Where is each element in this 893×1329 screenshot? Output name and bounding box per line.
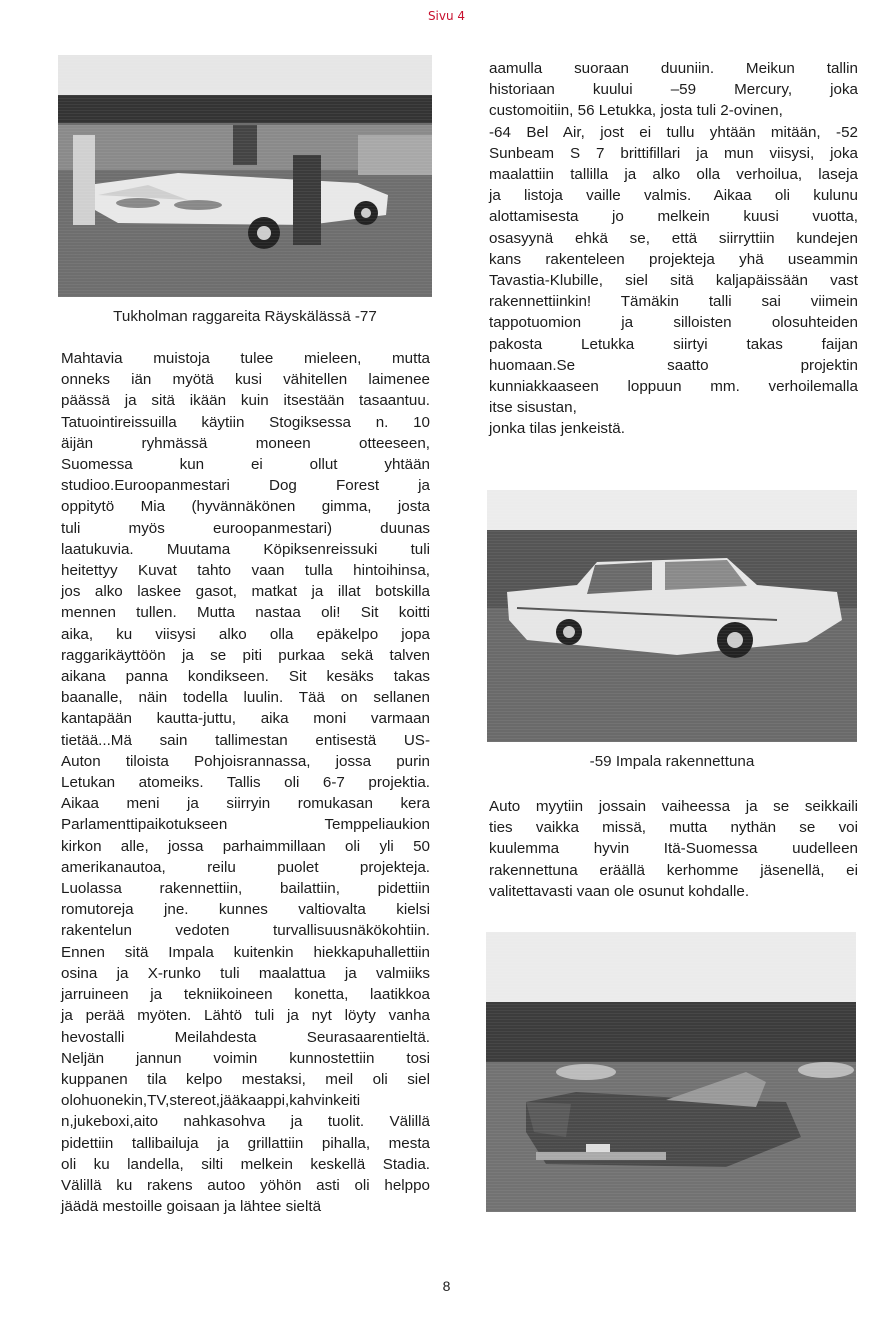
- text-line: osina ja X-runko tuli maalattua ja valmiiks: [61, 964, 430, 982]
- text-line: rakennettuna eräällä kerhomme jäsenellä, ei: [489, 861, 858, 879]
- text-line: studioo.Euroopanmestari Dog Forest ja: [61, 477, 430, 495]
- text-line: customoitiin, 56 Letukka, josta tuli 2-ovinen,: [489, 102, 783, 120]
- text-line: Suomessa kun ei ollut yhtään: [61, 456, 430, 474]
- text-line: kuppanen tila kelpo mestaksi, meil oli siel: [61, 1070, 430, 1088]
- text-line: Sunbeam S 7 brittifillari ja mun viisysi, joka: [489, 144, 858, 162]
- text-line: ja listoja vaille valmis. Aikaa oli kulunu: [489, 187, 858, 205]
- text-line: äijän ryhmässä moneen otteeseen,: [61, 434, 430, 452]
- photo-caption: -59 Impala rakennettuna: [589, 753, 755, 770]
- photo-impala-sedan: [487, 490, 857, 742]
- text-line: raggarikäyttöön ja se piti purkaa sekä talven: [61, 646, 430, 664]
- text-line: onneks iän myötä kusi vähitellen laimenee: [61, 371, 430, 389]
- text-line: pidettiin tallibailuja ja grillattiin pihalla, mesta: [61, 1134, 430, 1152]
- text-line: alottamisesta jo melkein kuusi vuotta,: [489, 208, 858, 226]
- photo-caption: Tukholman raggareita Räyskälässä -77: [113, 308, 377, 325]
- text-line: Luolassa rakennettiin, bailattiin, pidettiin: [61, 880, 430, 898]
- text-line: tietää...Mä sain tallimestan entisestä US-: [61, 731, 430, 749]
- photo-finned-convertible: [486, 932, 856, 1212]
- text-line: oppitytö Mia (hyvännäkönen gimma, josta: [61, 498, 430, 516]
- text-line: jos alko laskee gasot, matkat ja illat botskilla: [61, 583, 430, 601]
- text-line: Mahtavia muistoja tulee mieleen, mutta: [61, 350, 430, 367]
- text-line: Auton tiloista Pohjoisrannassa, jossa purin: [61, 752, 430, 770]
- text-line: n,jukeboxi,aito nahkasohva ja tuolit. Välillä: [61, 1113, 430, 1131]
- text-line: aika, ku viisysi alko olla epäkelpo jopa: [61, 625, 430, 643]
- text-line: Ennen sitä Impala kuitenkin hiekkapuhallettiin: [61, 943, 430, 961]
- text-line: päässä ja sitä ikään kuin itsestään tasaantuu.: [61, 392, 430, 410]
- text-line: aikana panna kondikseen. Sit kesäks takas: [61, 668, 430, 686]
- text-line: pakosta Letukka siirtyi takas faijan: [489, 335, 858, 353]
- text-line: ja perää myöten. Lähtö tuli ja nyt löyty vanha: [61, 1007, 430, 1025]
- page-number: 8: [442, 1278, 451, 1294]
- text-line: historiaan kuului –59 Mercury, joka: [489, 81, 858, 99]
- text-line: romutoreja jne. kunnes valtiovalta kielsi: [61, 901, 430, 919]
- text-line: Tavastia-Klubille, siel sitä kaljapäissään vast: [489, 272, 858, 290]
- text-line: osasyynä ehkä se, että siirryttiin kundejen: [489, 229, 858, 247]
- text-line: ties vaikka missä, mutta nythän se voi: [489, 819, 858, 837]
- text-line: rakennettiinkin! Tämäkin talli sai viimein: [489, 293, 858, 311]
- page-header-label: Sivu 4: [427, 9, 466, 23]
- text-line: tuli myös euroopanmestari) duunas: [61, 519, 430, 537]
- text-line: maalattiin tallilla ja alko olla verhoilua, laseja: [489, 166, 858, 184]
- text-line: heitettyy Kuvat tahto vaan tulla hintoihinsa,: [61, 562, 430, 580]
- text-line: Tatuointireissuilla käytiin Stogiksessa n. 10: [61, 413, 430, 431]
- text-line: jäädä mestoille goisaan ja lähtee sieltä: [61, 1198, 322, 1216]
- text-line: amerikanautoa, reilu puolet projekteja.: [61, 858, 430, 876]
- article-right-column-bottom: [489, 796, 858, 902]
- text-line: Neljän jannun voimin kunnostettiin tosi: [61, 1049, 430, 1067]
- text-line: hevostalli Meilahdesta Seurasaarentieltä.: [61, 1028, 430, 1046]
- text-line: Välillä ku rakens autoo yöhön asti oli helppo: [61, 1176, 430, 1194]
- text-line: valitettavasti vaan ole osunut kohdalle.: [489, 882, 750, 900]
- text-line: Parlamenttipaikotukseen Temppeliaukion: [61, 816, 430, 834]
- article-right-column-top: [489, 58, 858, 440]
- text-line: kuulemma hyvin Itä-Suomessa uudelleen: [489, 840, 858, 858]
- text-line: jonka tilas jenkeistä.: [489, 420, 625, 438]
- photo-impala-convertible: [58, 55, 432, 297]
- text-line: aamulla suoraan duuniin. Meikun tallin: [489, 60, 858, 77]
- text-line: rakentelun vedoten turvallisuusnäkökohtiin.: [61, 922, 430, 940]
- text-line: kunniakkaaseen loppuun mm. verhoilemalla: [489, 378, 858, 396]
- text-line: itse sisustan,: [489, 399, 577, 417]
- article-left-column: [61, 348, 430, 1217]
- text-line: jarruineen ja tekniikoineen konetta, laatikkoa: [61, 986, 430, 1004]
- text-line: kirkon alle, jossa parhaimmillaan oli yli 50: [61, 837, 430, 855]
- text-line: kans rakenteleen projekteja yhä useammin: [489, 250, 858, 268]
- text-line: Aikaa meni ja siirryin romukasan kera: [61, 795, 430, 813]
- text-line: Letukan atomeiks. Tallis oli 6-7 projektia.: [61, 774, 430, 792]
- text-line: tappotuomion ja silloisten olosuhteiden: [489, 314, 858, 332]
- text-line: olohuonekin,TV,stereot,jääkaappi,kahvinkeiti: [61, 1092, 361, 1110]
- text-line: huomaan.Se saatto projektin: [489, 356, 858, 374]
- text-line: -64 Bel Air, jost ei tullu yhtään mitään, -52: [489, 123, 858, 141]
- text-line: oli ku landella, silti melkein keskellä Stadia.: [61, 1155, 430, 1173]
- text-line: kantapään kautta-juttu, aika moni varmaan: [61, 710, 430, 728]
- text-line: baanalle, näin todella luulin. Tää on sellanen: [61, 689, 430, 707]
- text-line: mennen tullen. Mutta nastaa oli! Sit koitti: [61, 604, 430, 622]
- text-line: laatukuvia. Muutama Köpiksenreissuki tuli: [61, 540, 430, 558]
- text-line: Auto myytiin jossain vaiheessa ja se seikkaili: [489, 798, 858, 815]
